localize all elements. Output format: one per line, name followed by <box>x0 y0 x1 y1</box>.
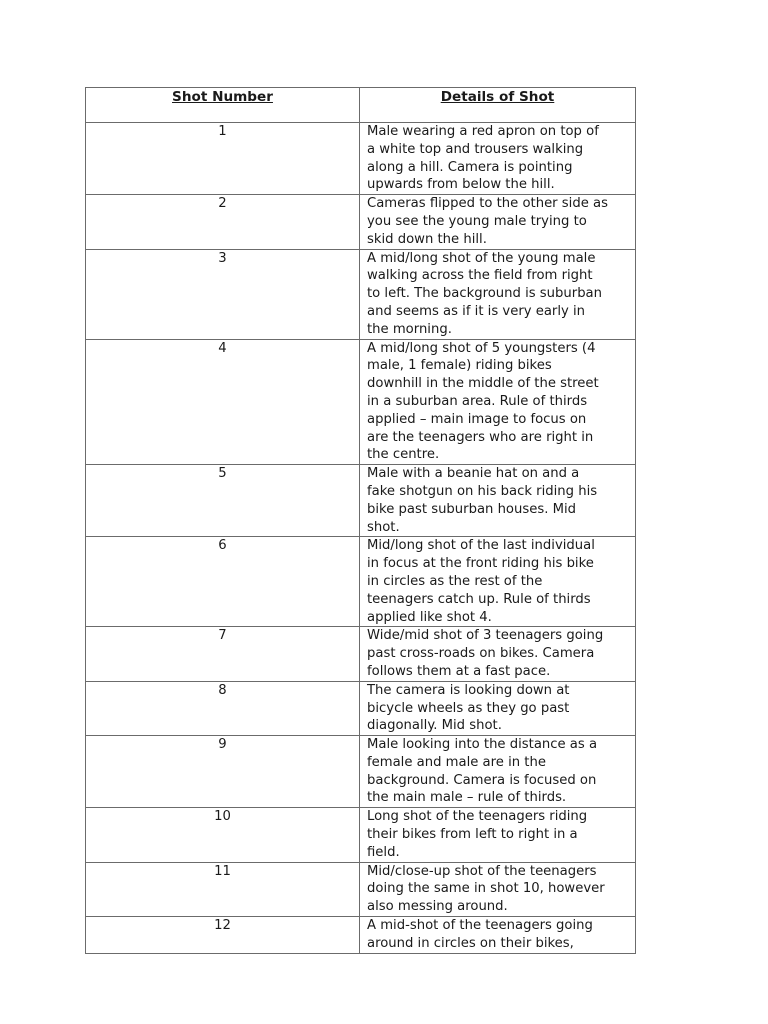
table-row <box>86 862 636 916</box>
header-shot-number: Shot Number <box>86 88 360 123</box>
table-row <box>86 339 636 465</box>
table-row <box>86 465 636 537</box>
shot-number-cell: 11 <box>86 862 360 916</box>
shot-details-cell <box>360 736 636 808</box>
shot-details-text: The camera is looking down at bicycle wheels as they go past diagonally. Mid shot. <box>367 682 570 734</box>
table-row <box>86 195 636 249</box>
shot-number-cell: 3 <box>86 249 360 339</box>
shot-number-cell: 10 <box>86 808 360 862</box>
shot-number-cell: 12 <box>86 917 360 954</box>
shot-number-cell: 6 <box>86 537 360 627</box>
shot-details-text: Mid/long shot of the last individual in focus at the front riding his bike in circles as the rest of the teenagers catch up. Rule of thirds applied like shot 4. <box>367 538 595 625</box>
shot-details-text: Wide/mid shot of 3 teenagers going past cross-roads on bikes. Camera follows them at a fast pace. <box>367 628 604 679</box>
shot-number-cell: 1 <box>86 123 360 195</box>
shot-details-text: Long shot of the teenagers riding their bikes from left to right in a field. <box>367 809 588 860</box>
table-row <box>86 808 636 862</box>
shot-details-cell <box>360 808 636 862</box>
table-row <box>86 627 636 681</box>
table-row <box>86 249 636 339</box>
shot-details-text: Mid/close-up shot of the teenagers doing the same in shot 10, however also messing around. <box>367 863 605 915</box>
shot-details-text: A mid/long shot of the young male walking across the field from right to left. The background is suburban and seems as if it is very early in the morning. <box>367 250 602 337</box>
table-row <box>86 537 636 627</box>
shot-number-cell: 9 <box>86 736 360 808</box>
shot-details-text: Male looking into the distance as a female and male are in the background. Camera is focused on the main male – rule of thirds. <box>367 737 598 806</box>
shot-number-cell: 7 <box>86 627 360 681</box>
shot-details-text: Male with a beanie hat on and a fake shotgun on his back riding his bike past suburban houses. Mid shot. <box>367 466 598 535</box>
table-row <box>86 681 636 735</box>
shot-details-cell <box>360 681 636 735</box>
shot-details-text: Male wearing a red apron on top of a white top and trousers walking along a hill. Camera is pointing upwards from below the hill. <box>367 124 599 193</box>
header-details: Details of Shot <box>360 88 636 123</box>
shot-details-cell <box>360 123 636 195</box>
table-row <box>86 123 636 195</box>
shot-details-cell <box>360 627 636 681</box>
shot-details-text: A mid/long shot of 5 youngsters (4 male, 1 female) riding bikes downhill in the middle of the street in a suburban area. Rule of thirds applied – main image to focus on are the teenagers who are right in the centre. <box>367 340 599 463</box>
shot-number-cell: 2 <box>86 195 360 249</box>
shot-details-cell <box>360 917 636 954</box>
table-row <box>86 917 636 954</box>
shot-number-cell: 4 <box>86 339 360 465</box>
shot-number-cell: 5 <box>86 465 360 537</box>
shot-details-cell <box>360 862 636 916</box>
shot-details-cell <box>360 537 636 627</box>
shot-details-text: Cameras flipped to the other side as you see the young male trying to skid down the hill. <box>367 196 608 247</box>
shot-details-cell <box>360 249 636 339</box>
shot-details-cell <box>360 339 636 465</box>
shot-details-cell <box>360 195 636 249</box>
table-header-row <box>86 88 636 123</box>
shot-details-cell <box>360 465 636 537</box>
table-row <box>86 736 636 808</box>
shot-number-cell: 8 <box>86 681 360 735</box>
shot-list-table <box>85 87 636 954</box>
shot-details-text: A mid-shot of the teenagers going around in circles on their bikes, <box>367 918 593 951</box>
